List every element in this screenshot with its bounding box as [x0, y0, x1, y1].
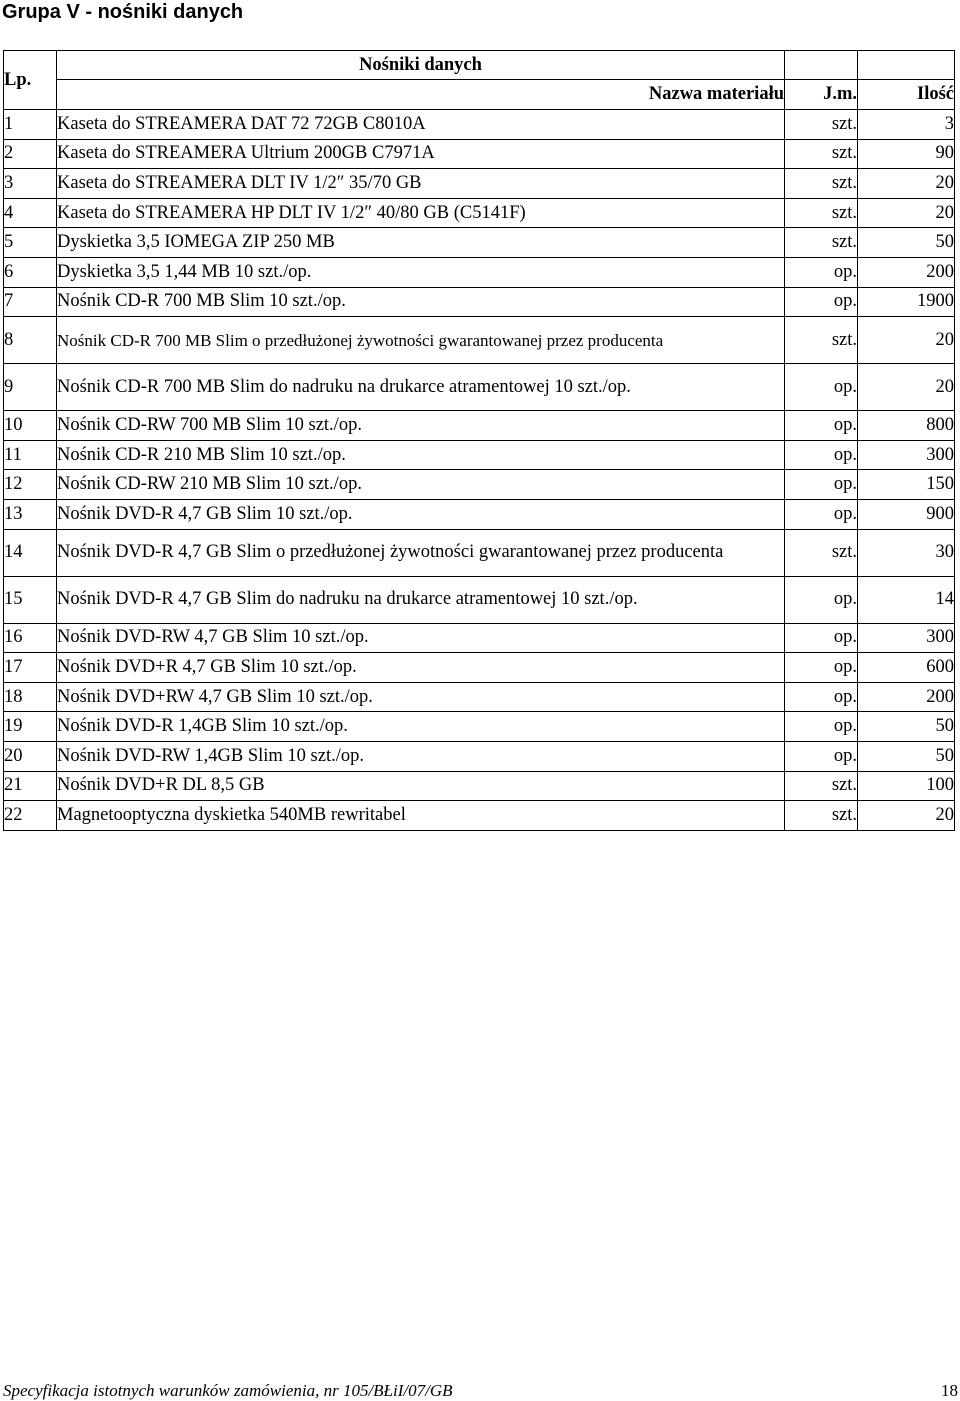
- row-lp: 6: [4, 257, 57, 287]
- table-row: [4, 623, 955, 653]
- row-name: Nośnik DVD-R 4,7 GB Slim do nadruku na drukarce atramentowej 10 szt./op.: [57, 576, 785, 623]
- row-name: Nośnik CD-R 700 MB Slim o przedłużonej żywotności gwarantowanej przez producenta: [57, 317, 785, 364]
- row-qty: 800: [858, 411, 955, 441]
- table-row: [4, 712, 955, 742]
- row-lp: 5: [4, 228, 57, 258]
- row-name: Nośnik CD-RW 210 MB Slim 10 szt./op.: [57, 470, 785, 500]
- row-name: Nośnik DVD-R 4,7 GB Slim 10 szt./op.: [57, 499, 785, 529]
- row-jm: szt.: [785, 317, 858, 364]
- row-name: Kaseta do STREAMERA HP DLT IV 1/2″ 40/80 GB (C5141F): [57, 198, 785, 228]
- header-lp: Lp.: [4, 51, 57, 110]
- table-row: [4, 470, 955, 500]
- row-qty: 900: [858, 499, 955, 529]
- row-name: Kaseta do STREAMERA DAT 72 72GB C8010A: [57, 110, 785, 140]
- row-name: Nośnik DVD+RW 4,7 GB Slim 10 szt./op.: [57, 682, 785, 712]
- table-row: [4, 653, 955, 683]
- header-jm: J.m.: [785, 80, 858, 110]
- row-qty: 20: [858, 169, 955, 199]
- row-jm: op.: [785, 411, 858, 441]
- row-name: Magnetooptyczna dyskietka 540MB rewritabel: [57, 801, 785, 831]
- row-qty: 150: [858, 470, 955, 500]
- header-blank-jm: [785, 51, 858, 80]
- row-name: Nośnik DVD+R DL 8,5 GB: [57, 771, 785, 801]
- row-lp: 2: [4, 139, 57, 169]
- row-lp: 20: [4, 741, 57, 771]
- row-name: Dyskietka 3,5 1,44 MB 10 szt./op.: [57, 257, 785, 287]
- row-lp: 13: [4, 499, 57, 529]
- row-jm: op.: [785, 364, 858, 411]
- row-qty: 600: [858, 653, 955, 683]
- row-qty: 1900: [858, 287, 955, 317]
- row-qty: 3: [858, 110, 955, 140]
- row-jm: op.: [785, 576, 858, 623]
- row-qty: 50: [858, 228, 955, 258]
- row-qty: 20: [858, 801, 955, 831]
- row-name: Nośnik DVD-RW 4,7 GB Slim 10 szt./op.: [57, 623, 785, 653]
- row-lp: 16: [4, 623, 57, 653]
- table-row: [4, 110, 955, 140]
- table-header-row-top: [4, 51, 955, 80]
- row-jm: szt.: [785, 110, 858, 140]
- row-lp: 15: [4, 576, 57, 623]
- row-qty: 30: [858, 529, 955, 576]
- row-jm: op.: [785, 653, 858, 683]
- row-lp: 10: [4, 411, 57, 441]
- row-qty: 50: [858, 712, 955, 742]
- row-jm: szt.: [785, 198, 858, 228]
- header-blank-qty: [858, 51, 955, 80]
- table-row: [4, 499, 955, 529]
- table-row: [4, 198, 955, 228]
- row-lp: 1: [4, 110, 57, 140]
- table-row: [4, 801, 955, 831]
- row-lp: 21: [4, 771, 57, 801]
- row-jm: op.: [785, 287, 858, 317]
- row-jm: op.: [785, 712, 858, 742]
- row-qty: 20: [858, 317, 955, 364]
- row-qty: 300: [858, 440, 955, 470]
- table-row: [4, 682, 955, 712]
- table-row: [4, 139, 955, 169]
- table-row: [4, 287, 955, 317]
- row-jm: op.: [785, 470, 858, 500]
- row-lp: 8: [4, 317, 57, 364]
- row-name: Nośnik DVD+R 4,7 GB Slim 10 szt./op.: [57, 653, 785, 683]
- row-jm: op.: [785, 440, 858, 470]
- row-name: Nośnik DVD-RW 1,4GB Slim 10 szt./op.: [57, 741, 785, 771]
- row-qty: 100: [858, 771, 955, 801]
- row-jm: szt.: [785, 771, 858, 801]
- row-qty: 20: [858, 364, 955, 411]
- table-row: [4, 440, 955, 470]
- header-group-title: Nośniki danych: [57, 51, 785, 80]
- table-row: [4, 317, 955, 364]
- row-qty: 20: [858, 198, 955, 228]
- table-row: [4, 257, 955, 287]
- header-name: Nazwa materiału: [57, 80, 785, 110]
- footer-spec-reference: Specyfikacja istotnych warunków zamówienia, nr 105/BŁiI/07/GB: [3, 1381, 453, 1400]
- row-lp: 18: [4, 682, 57, 712]
- row-name: Nośnik DVD-R 1,4GB Slim 10 szt./op.: [57, 712, 785, 742]
- table-row: [4, 741, 955, 771]
- row-lp: 11: [4, 440, 57, 470]
- row-lp: 17: [4, 653, 57, 683]
- materials-table: [3, 50, 955, 831]
- row-jm: op.: [785, 257, 858, 287]
- row-qty: 300: [858, 623, 955, 653]
- row-lp: 22: [4, 801, 57, 831]
- footer-page-number: 18: [941, 1381, 958, 1400]
- row-jm: op.: [785, 499, 858, 529]
- row-qty: 90: [858, 139, 955, 169]
- row-name: Nośnik DVD-R 4,7 GB Slim o przedłużonej żywotności gwarantowanej przez producenta: [57, 529, 785, 576]
- row-name: Kaseta do STREAMERA Ultrium 200GB C7971A: [57, 139, 785, 169]
- row-name: Dyskietka 3,5 IOMEGA ZIP 250 MB: [57, 228, 785, 258]
- page-title: Grupa V - nośniki danych: [2, 1, 244, 23]
- row-qty: 14: [858, 576, 955, 623]
- row-lp: 12: [4, 470, 57, 500]
- row-name: Nośnik CD-RW 700 MB Slim 10 szt./op.: [57, 411, 785, 441]
- row-name: Nośnik CD-R 210 MB Slim 10 szt./op.: [57, 440, 785, 470]
- row-jm: szt.: [785, 529, 858, 576]
- row-jm: op.: [785, 741, 858, 771]
- table-row: [4, 576, 955, 623]
- row-name: Nośnik CD-R 700 MB Slim 10 szt./op.: [57, 287, 785, 317]
- table-row: [4, 169, 955, 199]
- row-qty: 200: [858, 257, 955, 287]
- row-jm: szt.: [785, 139, 858, 169]
- table-header-row-bottom: [4, 80, 955, 110]
- table-row: [4, 228, 955, 258]
- row-lp: 9: [4, 364, 57, 411]
- header-qty: Ilość: [858, 80, 955, 110]
- table-row: [4, 411, 955, 441]
- row-jm: szt.: [785, 169, 858, 199]
- row-qty: 50: [858, 741, 955, 771]
- row-lp: 3: [4, 169, 57, 199]
- row-jm: szt.: [785, 228, 858, 258]
- table-row: [4, 771, 955, 801]
- row-name: Kaseta do STREAMERA DLT IV 1/2″ 35/70 GB: [57, 169, 785, 199]
- row-jm: op.: [785, 682, 858, 712]
- row-jm: szt.: [785, 801, 858, 831]
- row-lp: 19: [4, 712, 57, 742]
- table-row: [4, 364, 955, 411]
- row-lp: 14: [4, 529, 57, 576]
- row-lp: 7: [4, 287, 57, 317]
- row-name: Nośnik CD-R 700 MB Slim do nadruku na drukarce atramentowej 10 szt./op.: [57, 364, 785, 411]
- row-qty: 200: [858, 682, 955, 712]
- row-lp: 4: [4, 198, 57, 228]
- table-row: [4, 529, 955, 576]
- row-jm: op.: [785, 623, 858, 653]
